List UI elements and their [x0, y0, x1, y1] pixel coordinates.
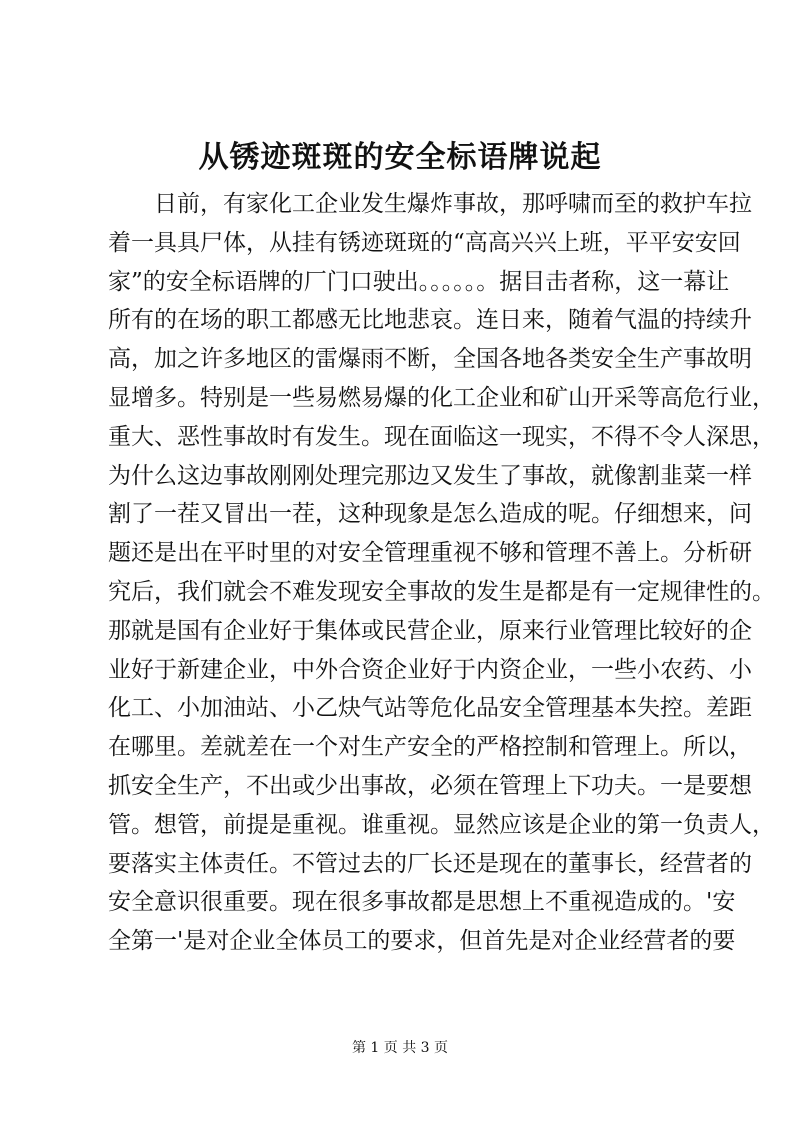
- body-line: 那就是国有企业好于集体或民营企业，原来行业管理比较好的企: [108, 617, 752, 644]
- body-line: 要落实主体责任。不管过去的厂长还是现在的董事长，经营者的: [108, 850, 752, 877]
- body-line: 管。想管，前提是重视。谁重视。显然应该是企业的第一负责人，: [108, 811, 775, 838]
- document-title: 从锈迹斑斑的安全标语牌说起: [198, 140, 602, 175]
- body-line: 全第一'是对企业全体员工的要求，但首先是对企业经营者的要: [108, 928, 736, 955]
- body-line: 显增多。特别是一些易燃易爆的化工企业和矿山开采等高危行业，: [108, 384, 775, 411]
- body-line: 化工、小加油站、小乙炔气站等危化品安全管理基本失控。差距: [108, 695, 752, 722]
- body-line: 安全意识很重要。现在很多事故都是思想上不重视造成的。'安: [108, 889, 736, 916]
- document-body: [108, 185, 775, 961]
- body-line: 究后，我们就会不难发现安全事故的发生是都是有一定规律性的。: [108, 578, 775, 605]
- body-line: 家”的安全标语牌的厂门口驶出。。。。。。据目击者称，这一幕让: [108, 268, 730, 295]
- body-line: 所有的在场的职工都感无比地悲哀。连日来，随着气温的持续升: [108, 307, 752, 334]
- page-number-footer: 第 1 页 共 3 页: [351, 1040, 449, 1056]
- body-line: 重大、恶性事故时有发生。现在面临这一现实，不得不令人深思，: [108, 423, 775, 450]
- body-line: 着一具具尸体，从挂有锈迹斑斑的“高高兴兴上班，平平安安回: [108, 229, 741, 256]
- body-line: 割了一茬又冒出一茬，这种现象是怎么造成的呢。仔细想来，问: [108, 501, 752, 528]
- body-line: 在哪里。差就差在一个对生产安全的严格控制和管理上。所以，: [108, 734, 752, 761]
- body-line: 题还是出在平时里的对安全管理重视不够和管理不善上。分析研: [108, 540, 752, 567]
- body-line: 为什么这边事故刚刚处理完那边又发生了事故，就像割韭菜一样: [108, 462, 752, 489]
- body-line: 业好于新建企业，中外合资企业好于内资企业，一些小农药、小: [108, 656, 752, 683]
- body-line: 日前，有家化工企业发生爆炸事故，那呼啸而至的救护车拉: [154, 191, 752, 217]
- body-line: 高，加之许多地区的雷爆雨不断，全国各地各类安全生产事故明: [108, 346, 752, 373]
- body-line: 抓安全生产，不出或少出事故，必须在管理上下功夫。一是要想: [108, 772, 752, 799]
